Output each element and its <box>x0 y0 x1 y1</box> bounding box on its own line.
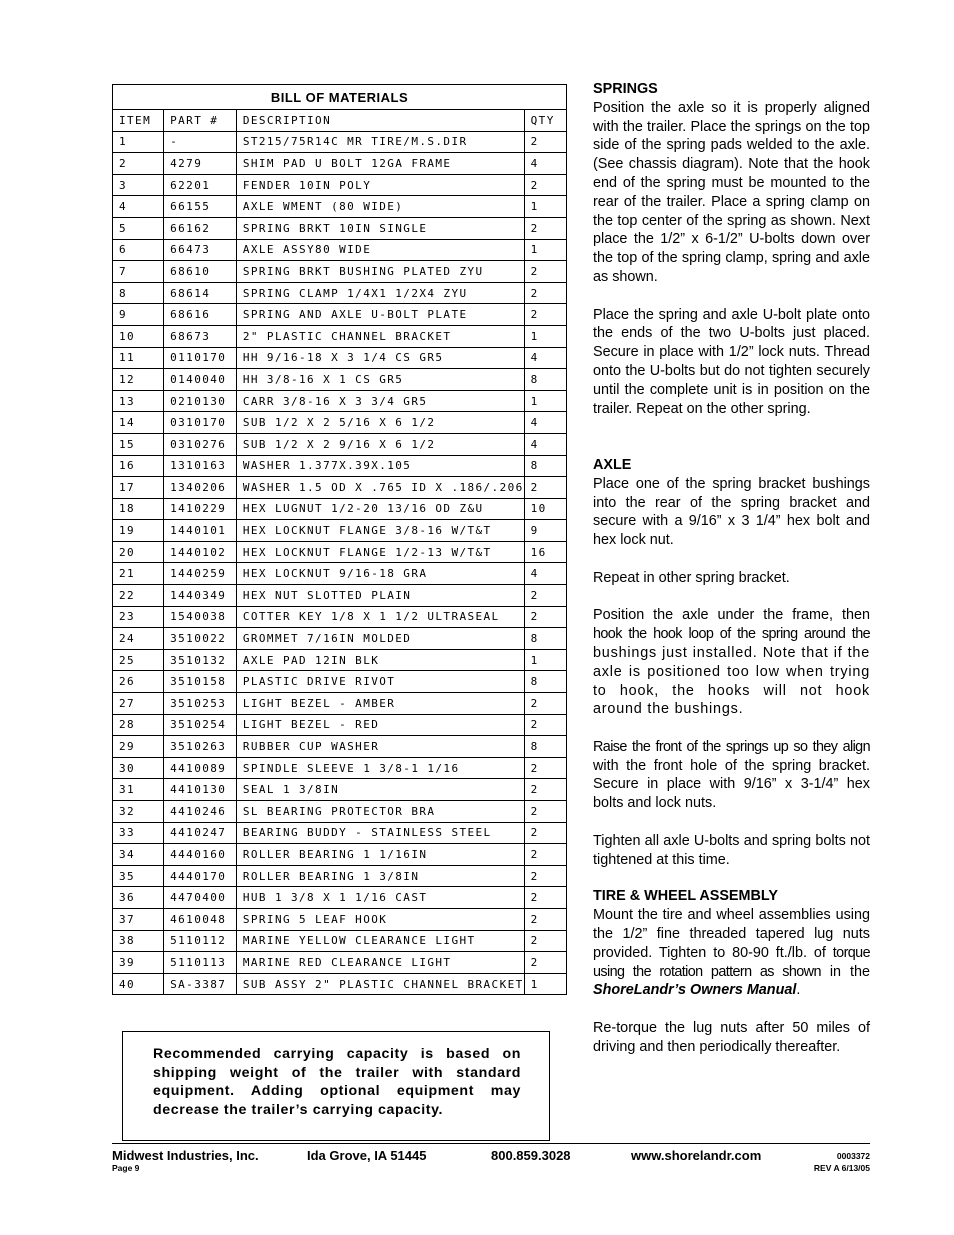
bom-cell-description: CARR 3/8-16 X 3 3/4 GR5 <box>236 390 524 412</box>
bom-cell-description: WASHER 1.377X.39X.105 <box>236 455 524 477</box>
axle-paragraph-2: Repeat in other spring bracket. <box>593 569 790 586</box>
bom-cell-qty: 10 <box>524 498 566 520</box>
capacity-note <box>122 1031 550 1141</box>
springs-paragraph-1: Position the axle so it is properly aligned with the trailer. Place the springs on the top side of the spring pads welded to the axle. (See chassis diagram). Note that the hook end of the spring must be mounted to the rear of the trailer. Place a spring clamp on the top center of the spring as shown. Next place the 1/2” x 6-1/2” U-bolts down over the top of the spring clamp, spring and axle as shown. <box>593 99 870 285</box>
bom-cell-qty: 4 <box>524 563 566 585</box>
bom-cell-item: 15 <box>113 433 164 455</box>
bom-row <box>113 606 567 628</box>
bom-cell-qty: 1 <box>524 649 566 671</box>
bom-row <box>113 908 567 930</box>
bom-cell-qty: 2 <box>524 908 566 930</box>
bom-cell-part: 4410247 <box>164 822 237 844</box>
instructions-column <box>593 80 870 1057</box>
bom-cell-description: HEX LOCKNUT FLANGE 3/8-16 W/T&T <box>236 520 524 542</box>
bom-cell-item: 30 <box>113 757 164 779</box>
bom-row <box>113 973 567 995</box>
bom-row <box>113 757 567 779</box>
bom-cell-item: 17 <box>113 477 164 499</box>
bom-cell-description: WASHER 1.5 OD X .765 ID X .186/.206 <box>236 477 524 499</box>
bom-cell-item: 20 <box>113 541 164 563</box>
bom-cell-part: 66162 <box>164 217 237 239</box>
bom-cell-qty: 8 <box>524 736 566 758</box>
bom-cell-part: 68614 <box>164 282 237 304</box>
bom-cell-part: 1410229 <box>164 498 237 520</box>
bom-row <box>113 131 567 153</box>
bom-cell-qty: 1 <box>524 239 566 261</box>
bom-row <box>113 304 567 326</box>
bom-cell-item: 13 <box>113 390 164 412</box>
bom-row <box>113 887 567 909</box>
bom-cell-description: FENDER 10IN POLY <box>236 174 524 196</box>
bom-cell-description: AXLE PAD 12IN BLK <box>236 649 524 671</box>
bom-cell-part: 4440170 <box>164 865 237 887</box>
bom-cell-qty: 2 <box>524 779 566 801</box>
bom-row <box>113 865 567 887</box>
bom-cell-item: 2 <box>113 153 164 175</box>
bom-cell-part: SA-3387 <box>164 973 237 995</box>
bom-cell-description: ROLLER BEARING 1 1/16IN <box>236 844 524 866</box>
bom-cell-part: 1540038 <box>164 606 237 628</box>
bom-cell-description: MARINE RED CLEARANCE LIGHT <box>236 952 524 974</box>
bom-cell-part: 1440102 <box>164 541 237 563</box>
bom-row <box>113 153 567 175</box>
bom-cell-description: HEX LUGNUT 1/2-20 13/16 OD Z&U <box>236 498 524 520</box>
bom-cell-part: 3510158 <box>164 671 237 693</box>
bom-cell-part: 68610 <box>164 261 237 283</box>
bom-row <box>113 369 567 391</box>
bom-cell-item: 26 <box>113 671 164 693</box>
bom-cell-qty: 2 <box>524 757 566 779</box>
bom-cell-part: 0110170 <box>164 347 237 369</box>
bom-row <box>113 714 567 736</box>
bom-cell-description: COTTER KEY 1/8 X 1 1/2 ULTRASEAL <box>236 606 524 628</box>
bom-cell-description: SPRING BRKT 10IN SINGLE <box>236 217 524 239</box>
bom-cell-part: 68616 <box>164 304 237 326</box>
bom-cell-qty: 1 <box>524 325 566 347</box>
bom-cell-part: 0210130 <box>164 390 237 412</box>
bom-cell-part: 4440160 <box>164 844 237 866</box>
bom-row <box>113 693 567 715</box>
bom-cell-item: 29 <box>113 736 164 758</box>
bom-row <box>113 801 567 823</box>
bom-cell-description: LIGHT BEZEL - RED <box>236 714 524 736</box>
bom-cell-item: 27 <box>113 693 164 715</box>
bom-cell-description: SPRING 5 LEAF HOOK <box>236 908 524 930</box>
bom-cell-part: 3510253 <box>164 693 237 715</box>
bom-cell-part: 1310163 <box>164 455 237 477</box>
bom-cell-description: HEX LOCKNUT FLANGE 1/2-13 W/T&T <box>236 541 524 563</box>
bom-cell-qty: 4 <box>524 347 566 369</box>
bom-cell-description: SL BEARING PROTECTOR BRA <box>236 801 524 823</box>
bom-cell-item: 21 <box>113 563 164 585</box>
bom-cell-description: 2" PLASTIC CHANNEL BRACKET <box>236 325 524 347</box>
bom-cell-item: 28 <box>113 714 164 736</box>
bom-cell-part: 4410130 <box>164 779 237 801</box>
bom-cell-qty: 2 <box>524 801 566 823</box>
bom-row <box>113 671 567 693</box>
bom-cell-qty: 2 <box>524 930 566 952</box>
bom-row <box>113 412 567 434</box>
bom-cell-item: 34 <box>113 844 164 866</box>
bom-cell-description: MARINE YELLOW CLEARANCE LIGHT <box>236 930 524 952</box>
bom-cell-qty: 2 <box>524 217 566 239</box>
bom-cell-item: 24 <box>113 628 164 650</box>
bom-body <box>113 131 567 995</box>
bom-cell-part: 66155 <box>164 196 237 218</box>
bom-cell-qty: 1 <box>524 390 566 412</box>
bom-row <box>113 779 567 801</box>
bom-row <box>113 261 567 283</box>
bill-of-materials-table <box>112 84 567 995</box>
bom-row <box>113 347 567 369</box>
owners-manual-title: ShoreLandr’s Owners Manual <box>593 982 797 999</box>
bom-cell-item: 3 <box>113 174 164 196</box>
bom-cell-part: 3510263 <box>164 736 237 758</box>
bom-cell-item: 40 <box>113 973 164 995</box>
bom-cell-part: 4410089 <box>164 757 237 779</box>
bom-cell-item: 18 <box>113 498 164 520</box>
bom-cell-description: RUBBER CUP WASHER <box>236 736 524 758</box>
bom-cell-qty: 4 <box>524 433 566 455</box>
bom-row <box>113 649 567 671</box>
bom-cell-item: 35 <box>113 865 164 887</box>
bom-cell-part: 4470400 <box>164 887 237 909</box>
bom-cell-qty: 8 <box>524 455 566 477</box>
bom-cell-item: 32 <box>113 801 164 823</box>
bom-cell-part: 62201 <box>164 174 237 196</box>
bom-cell-part: 0310170 <box>164 412 237 434</box>
axle-paragraph-1: Place one of the spring bracket bushings into the rear of the spring bracket and secure with a 9/16” x 3 1/4” hex bolt and hex lock nut. <box>593 475 870 549</box>
bom-row <box>113 217 567 239</box>
bom-cell-item: 11 <box>113 347 164 369</box>
bom-cell-qty: 2 <box>524 261 566 283</box>
bom-cell-qty: 2 <box>524 174 566 196</box>
header-item: ITEM <box>113 110 164 132</box>
bom-cell-description: HEX LOCKNUT 9/16-18 GRA <box>236 563 524 585</box>
axle-heading: AXLE <box>593 456 632 473</box>
bom-row <box>113 390 567 412</box>
bom-cell-qty: 8 <box>524 369 566 391</box>
bom-row <box>113 520 567 542</box>
bom-cell-qty: 9 <box>524 520 566 542</box>
bom-cell-item: 33 <box>113 822 164 844</box>
bom-header-row <box>113 110 567 132</box>
bom-cell-item: 12 <box>113 369 164 391</box>
bom-cell-qty: 2 <box>524 693 566 715</box>
tire-paragraph-2: Re-torque the lug nuts after 50 miles of driving and then periodically thereafter. <box>593 1020 870 1055</box>
footer-revision: REV A 6/13/05 <box>813 1163 870 1173</box>
footer-phone: 800.859.3028 <box>491 1148 571 1163</box>
bom-cell-part: 1340206 <box>164 477 237 499</box>
tire-paragraph-1: Mount the tire and wheel assemblies using the 1/2” fine threaded tapered lug nuts provided. Tighten to 80-90 ft./lb. of torque using the rotation pattern as shown in the ShoreLandr’s Owners Manual. <box>593 907 871 999</box>
bom-cell-qty: 2 <box>524 282 566 304</box>
bom-cell-item: 37 <box>113 908 164 930</box>
bom-cell-item: 7 <box>113 261 164 283</box>
bom-cell-item: 5 <box>113 217 164 239</box>
bom-cell-item: 36 <box>113 887 164 909</box>
bom-cell-qty: 8 <box>524 671 566 693</box>
bom-cell-part: 68673 <box>164 325 237 347</box>
axle-paragraph-4: Raise the front of the springs up so they align with the front hole of the spring bracket. Secure in place with 9/16” x 3-1/4” hex bolts and lock nuts. <box>593 738 870 812</box>
axle-paragraph-5: Tighten all axle U-bolts and spring bolts not tightened at this time. <box>593 832 870 868</box>
bom-cell-description: ROLLER BEARING 1 3/8IN <box>236 865 524 887</box>
bom-cell-description: SUB 1/2 X 2 5/16 X 6 1/2 <box>236 412 524 434</box>
capacity-note-text: Recommended carrying capacity is based on shipping weight of the trailer with standard equipment. Adding optional equipment may decrease the trailer’s carrying capacity. <box>153 1046 521 1118</box>
bom-cell-item: 1 <box>113 131 164 153</box>
bom-cell-description: SPINDLE SLEEVE 1 3/8-1 1/16 <box>236 757 524 779</box>
bom-cell-qty: 1 <box>524 196 566 218</box>
bom-cell-part: 0140040 <box>164 369 237 391</box>
bom-cell-item: 10 <box>113 325 164 347</box>
header-part: PART # <box>164 110 237 132</box>
bom-row <box>113 498 567 520</box>
bom-cell-qty: 2 <box>524 304 566 326</box>
bom-cell-qty: 2 <box>524 477 566 499</box>
footer-city: Ida Grove, IA 51445 <box>307 1148 427 1163</box>
bom-cell-item: 16 <box>113 455 164 477</box>
springs-heading: SPRINGS <box>593 81 658 97</box>
bom-cell-item: 23 <box>113 606 164 628</box>
bom-cell-item: 38 <box>113 930 164 952</box>
bom-cell-part: 5110113 <box>164 952 237 974</box>
bom-cell-description: LIGHT BEZEL - AMBER <box>236 693 524 715</box>
bom-cell-description: PLASTIC DRIVE RIVOT <box>236 671 524 693</box>
bom-cell-part: 3510132 <box>164 649 237 671</box>
bom-title: BILL OF MATERIALS <box>113 85 567 110</box>
bom-row <box>113 477 567 499</box>
bom-row <box>113 585 567 607</box>
bom-row <box>113 541 567 563</box>
bom-cell-description: AXLE ASSY80 WIDE <box>236 239 524 261</box>
page-footer <box>112 1143 870 1173</box>
bom-cell-item: 6 <box>113 239 164 261</box>
bom-cell-part: 4279 <box>164 153 237 175</box>
bom-cell-item: 4 <box>113 196 164 218</box>
bom-cell-qty: 2 <box>524 131 566 153</box>
bom-row <box>113 736 567 758</box>
bom-row <box>113 196 567 218</box>
tire-heading: TIRE & WHEEL ASSEMBLY <box>593 888 778 905</box>
bom-cell-part: 3510022 <box>164 628 237 650</box>
axle-paragraph-3: Position the axle under the frame, then hook the hook loop of the spring around the bushings just installed. Note that if the axle is positioned too low when trying to hook, the hooks will not hook around the bushings. <box>593 607 870 718</box>
bom-cell-item: 8 <box>113 282 164 304</box>
bom-cell-part: 4610048 <box>164 908 237 930</box>
springs-paragraph-2: Place the spring and axle U-bolt plate onto the ends of the two U-bolts just placed. Secure in place with 1/2” lock nuts. Thread onto the U-bolts but do not tighten securely until the complete unit is in position on the trailer. Repeat on the other spring. <box>593 306 870 417</box>
bom-cell-item: 19 <box>113 520 164 542</box>
bom-cell-qty: 4 <box>524 153 566 175</box>
bom-row <box>113 455 567 477</box>
bom-cell-part: 0310276 <box>164 433 237 455</box>
bom-cell-qty: 2 <box>524 865 566 887</box>
bom-cell-item: 31 <box>113 779 164 801</box>
bom-cell-part: 1440349 <box>164 585 237 607</box>
bom-cell-description: SUB ASSY 2" PLASTIC CHANNEL BRACKET <box>236 973 524 995</box>
bom-row <box>113 325 567 347</box>
bom-cell-description: HH 9/16-18 X 3 1/4 CS GR5 <box>236 347 524 369</box>
bom-cell-description: SUB 1/2 X 2 9/16 X 6 1/2 <box>236 433 524 455</box>
bom-row <box>113 433 567 455</box>
bom-cell-part: 3510254 <box>164 714 237 736</box>
bom-cell-item: 25 <box>113 649 164 671</box>
bom-cell-part: 1440101 <box>164 520 237 542</box>
bom-cell-item: 14 <box>113 412 164 434</box>
bom-cell-part: 66473 <box>164 239 237 261</box>
bom-cell-item: 22 <box>113 585 164 607</box>
bom-cell-description: HUB 1 3/8 X 1 1/16 CAST <box>236 887 524 909</box>
header-description: DESCRIPTION <box>236 110 524 132</box>
bom-row <box>113 952 567 974</box>
bom-cell-part: - <box>164 131 237 153</box>
header-qty: QTY <box>524 110 566 132</box>
bom-cell-part: 4410246 <box>164 801 237 823</box>
bom-cell-part: 5110112 <box>164 930 237 952</box>
bom-cell-description: SPRING AND AXLE U-BOLT PLATE <box>236 304 524 326</box>
bom-row <box>113 930 567 952</box>
bom-row <box>113 282 567 304</box>
footer-company: Midwest Industries, Inc. <box>112 1148 259 1163</box>
bom-cell-qty: 1 <box>524 973 566 995</box>
bom-row <box>113 844 567 866</box>
bom-cell-qty: 2 <box>524 585 566 607</box>
bom-cell-description: BEARING BUDDY - STAINLESS STEEL <box>236 822 524 844</box>
bom-cell-description: HH 3/8-16 X 1 CS GR5 <box>236 369 524 391</box>
bom-cell-qty: 4 <box>524 412 566 434</box>
bom-cell-qty: 2 <box>524 844 566 866</box>
bom-cell-description: AXLE WMENT (80 WIDE) <box>236 196 524 218</box>
bom-cell-description: SEAL 1 3/8IN <box>236 779 524 801</box>
bom-cell-qty: 2 <box>524 714 566 736</box>
bom-cell-qty: 8 <box>524 628 566 650</box>
bom-row <box>113 822 567 844</box>
bom-cell-description: HEX NUT SLOTTED PLAIN <box>236 585 524 607</box>
bom-cell-qty: 2 <box>524 952 566 974</box>
bom-cell-qty: 16 <box>524 541 566 563</box>
bom-cell-description: GROMMET 7/16IN MOLDED <box>236 628 524 650</box>
bom-cell-description: SPRING BRKT BUSHING PLATED ZYU <box>236 261 524 283</box>
bom-cell-item: 9 <box>113 304 164 326</box>
footer-page-number: Page 9 <box>112 1163 140 1173</box>
bom-row <box>113 239 567 261</box>
bom-cell-qty: 2 <box>524 606 566 628</box>
footer-website: www.shorelandr.com <box>631 1148 762 1163</box>
bom-row <box>113 174 567 196</box>
bom-row <box>113 563 567 585</box>
bom-cell-description: SPRING CLAMP 1/4X1 1/2X4 ZYU <box>236 282 524 304</box>
bom-row <box>113 628 567 650</box>
bom-cell-part: 1440259 <box>164 563 237 585</box>
footer-doc-number: 0003372 <box>836 1151 870 1161</box>
bom-cell-qty: 2 <box>524 887 566 909</box>
bom-cell-description: SHIM PAD U BOLT 12GA FRAME <box>236 153 524 175</box>
bom-cell-qty: 2 <box>524 822 566 844</box>
bom-cell-item: 39 <box>113 952 164 974</box>
bom-cell-description: ST215/75R14C MR TIRE/M.S.DIR <box>236 131 524 153</box>
